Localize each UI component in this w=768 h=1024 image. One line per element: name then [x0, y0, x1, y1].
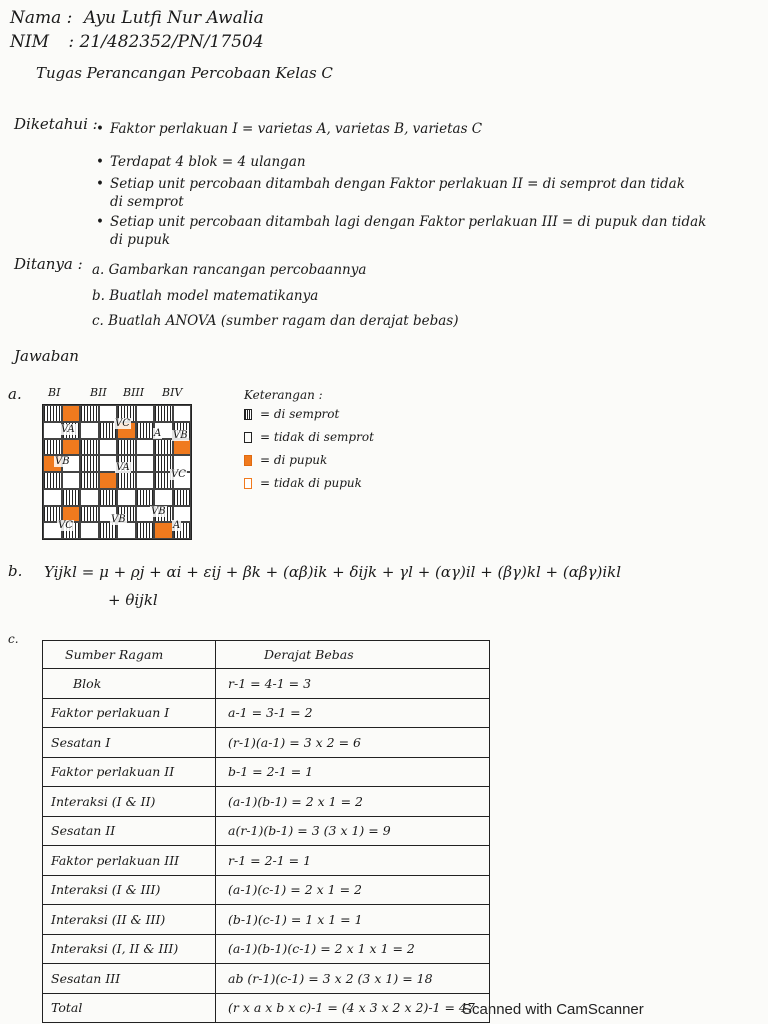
sprayed-plot-cell — [154, 439, 173, 456]
table-row — [43, 669, 490, 699]
df-cell: (a-1)(c-1) = 2 x 1 = 2 — [216, 875, 490, 905]
fertilized-plot-cell — [154, 522, 173, 539]
fertilized-plot-cell — [173, 439, 192, 456]
plain-plot-cell — [154, 489, 173, 506]
plain-plot-cell — [136, 405, 155, 422]
sprayed-plot-cell — [136, 522, 155, 539]
sprayed-plot-cell — [173, 489, 192, 506]
name-value: Ayu Lutfi Nur Awalia — [83, 8, 264, 28]
variety-label: VB — [173, 430, 188, 441]
sprayed-plot-cell — [80, 405, 99, 422]
legend-title: Keterangan : — [244, 388, 323, 402]
sprayed-plot-cell — [43, 472, 62, 489]
orange-outline-square-icon — [244, 478, 252, 489]
block-label-4: BIV — [162, 386, 183, 399]
variety-label: VA — [116, 462, 130, 473]
plain-plot-cell — [136, 455, 155, 472]
source-cell: Faktor perlakuan II — [43, 757, 216, 787]
variety-label: VC — [115, 418, 130, 429]
sprayed-plot-cell — [154, 405, 173, 422]
variety-label: VB — [111, 514, 126, 525]
block-label-2: BII — [90, 386, 107, 399]
diketahui-label: Diketahui : — [14, 115, 98, 133]
source-cell: Interaksi (I & II) — [43, 787, 216, 817]
source-cell: Blok — [43, 669, 216, 699]
sprayed-plot-cell — [117, 439, 136, 456]
variety-label: VA — [61, 424, 75, 435]
header-sumber-ragam: Sumber Ragam — [43, 641, 216, 669]
df-cell: (r-1)(a-1) = 3 x 2 = 6 — [216, 728, 490, 758]
fertilized-plot-cell — [99, 472, 118, 489]
table-row — [43, 728, 490, 758]
source-cell: Total — [43, 993, 216, 1023]
nim-value: : 21/482352/PN/17504 — [68, 32, 264, 52]
table-row — [43, 757, 490, 787]
sprayed-plot-cell — [80, 455, 99, 472]
sprayed-plot-cell — [136, 489, 155, 506]
bullet-icon: • — [96, 154, 104, 170]
df-cell: b-1 = 2-1 = 1 — [216, 757, 490, 787]
sprayed-plot-cell — [136, 422, 155, 439]
task-title: Tugas Perancangan Percobaan Kelas C — [36, 64, 333, 82]
ditanya-item-c: c. Buatlah ANOVA (sumber ragam dan derajat bebas) — [92, 313, 459, 329]
source-cell: Sesatan II — [43, 816, 216, 846]
sprayed-plot-cell — [62, 489, 81, 506]
plain-plot-cell — [80, 489, 99, 506]
plain-plot-cell — [136, 439, 155, 456]
sprayed-plot-cell — [43, 405, 62, 422]
table-row — [43, 934, 490, 964]
nim-label: NIM — [10, 32, 49, 52]
variety-label: VB — [151, 506, 166, 517]
source-cell: Faktor perlakuan I — [43, 698, 216, 728]
variety-label: VB — [55, 456, 70, 467]
table-row — [43, 993, 490, 1023]
plain-plot-cell — [80, 522, 99, 539]
sprayed-plot-cell — [99, 489, 118, 506]
df-cell: r-1 = 4-1 = 3 — [216, 669, 490, 699]
plain-plot-cell — [99, 439, 118, 456]
sprayed-plot-cell — [117, 472, 136, 489]
plain-plot-cell — [43, 489, 62, 506]
plain-plot-cell — [173, 405, 192, 422]
df-cell: (b-1)(c-1) = 1 x 1 = 1 — [216, 905, 490, 935]
part-b-label: b. — [8, 562, 23, 580]
header-derajat-bebas: Derajat Bebas — [216, 641, 490, 669]
bullet-icon: • — [96, 214, 104, 230]
sprayed-plot-cell — [80, 439, 99, 456]
legend-item-sprayed: = di semprot — [244, 407, 374, 430]
ditanya-item-b: b. Buatlah model matematikanya — [92, 288, 319, 304]
ditanya-label: Ditanya : — [14, 255, 83, 273]
variety-label: A — [173, 520, 181, 531]
empty-square-icon — [244, 432, 252, 443]
sprayed-plot-cell — [80, 506, 99, 523]
table-row — [43, 964, 490, 994]
table-header-row — [43, 641, 490, 669]
plain-plot-cell — [43, 422, 62, 439]
fertilized-plot-cell — [62, 405, 81, 422]
table-row — [43, 787, 490, 817]
legend-item-fertilized: = di pupuk — [244, 453, 374, 476]
source-cell: Interaksi (I, II & III) — [43, 934, 216, 964]
table-row — [43, 698, 490, 728]
df-cell: a(r-1)(b-1) = 3 (3 x 1) = 9 — [216, 816, 490, 846]
orange-square-icon — [244, 455, 252, 466]
legend-item-not-fertilized: = tidak di pupuk — [244, 476, 374, 499]
model-formula-line2: + θijkl — [108, 591, 158, 609]
block-label-3: BIII — [123, 386, 145, 399]
plain-plot-cell — [136, 472, 155, 489]
diketahui-item-4: • Setiap unit percobaan ditambah lagi dengan Faktor perlakuan III = di pupuk dan tidak di pupuk — [96, 214, 707, 248]
anova-table — [42, 640, 490, 1023]
df-cell: (a-1)(b-1)(c-1) = 2 x 1 x 1 = 2 — [216, 934, 490, 964]
jawaban-label: Jawaban — [14, 347, 79, 365]
ditanya-item-a: a. Gambarkan rancangan percobaannya — [92, 262, 367, 278]
hatched-square-icon — [244, 409, 252, 420]
source-cell: Sesatan I — [43, 728, 216, 758]
block-label-1: BI — [48, 386, 61, 399]
table-row — [43, 846, 490, 876]
plain-plot-cell — [80, 422, 99, 439]
diketahui-item-3: • Setiap unit percobaan ditambah dengan Faktor perlakuan II = di semprot dan tidak di semprot — [96, 176, 685, 210]
table-row — [43, 875, 490, 905]
table-row — [43, 905, 490, 935]
plain-plot-cell — [62, 472, 81, 489]
source-cell: Faktor perlakuan III — [43, 846, 216, 876]
source-cell: Interaksi (I & III) — [43, 875, 216, 905]
part-c-label: c. — [8, 632, 19, 646]
name-label: Nama : — [10, 8, 73, 28]
scanner-watermark: Scanned with CamScanner — [462, 1001, 644, 1018]
part-a-label: a. — [8, 385, 22, 403]
sprayed-plot-cell — [80, 472, 99, 489]
bullet-icon: • — [96, 176, 104, 192]
variety-label: A — [154, 428, 162, 439]
name-line — [10, 8, 264, 28]
df-cell: a-1 = 3-1 = 2 — [216, 698, 490, 728]
df-cell: (a-1)(b-1) = 2 x 1 = 2 — [216, 787, 490, 817]
fertilized-plot-cell — [62, 439, 81, 456]
source-cell: Interaksi (II & III) — [43, 905, 216, 935]
plain-plot-cell — [117, 489, 136, 506]
source-cell: Sesatan III — [43, 964, 216, 994]
variety-label: VC — [58, 520, 73, 531]
model-formula-line1: Yijkl = μ + ρj + αi + εij + βk + (αβ)ik + δijk + γl + (αγ)il + (βγ)kl + (αβγ)ikl — [44, 563, 622, 581]
nim-line — [10, 32, 264, 52]
df-cell: r-1 = 2-1 = 1 — [216, 846, 490, 876]
legend-item-not-sprayed: = tidak di semprot — [244, 430, 374, 453]
sprayed-plot-cell — [43, 439, 62, 456]
table-row — [43, 816, 490, 846]
variety-label: VC — [171, 469, 186, 480]
bullet-icon: • — [96, 121, 104, 137]
df-cell: ab (r-1)(c-1) = 3 x 2 (3 x 1) = 18 — [216, 964, 490, 994]
df-cell: (r x a x b x c)-1 = (4 x 3 x 2 x 2)-1 = 47 — [216, 993, 490, 1023]
legend — [244, 407, 374, 499]
diketahui-item-1: • Faktor perlakuan I = varietas A, varietas B, varietas C — [96, 121, 483, 137]
diketahui-item-2: • Terdapat 4 blok = 4 ulangan — [96, 154, 306, 170]
